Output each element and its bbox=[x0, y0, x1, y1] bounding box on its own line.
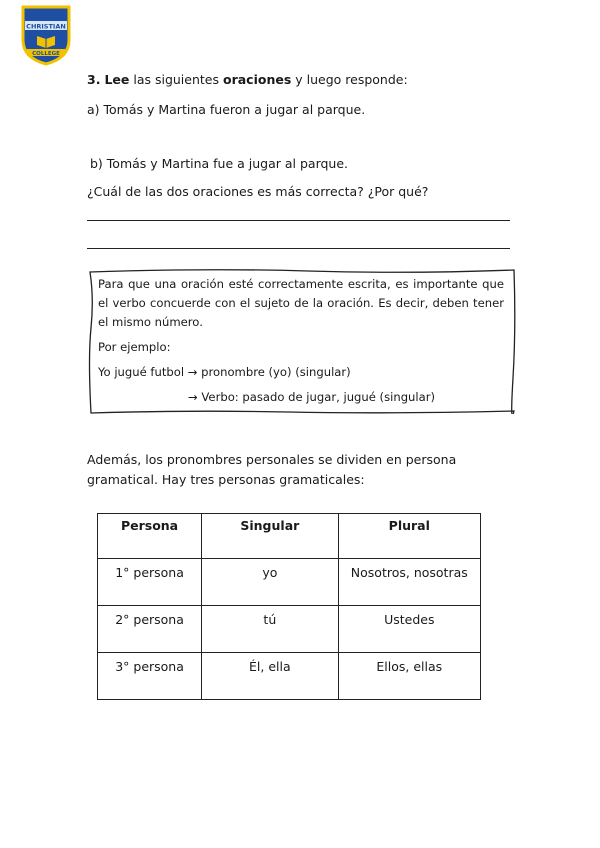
exercise-verb: Lee bbox=[104, 72, 130, 87]
school-logo bbox=[20, 4, 72, 66]
table-cell: Ustedes bbox=[338, 606, 480, 653]
example-label: Por ejemplo: bbox=[98, 340, 171, 354]
question: ¿Cuál de las dos oraciones es más correcta? ¿Por qué? bbox=[87, 184, 429, 199]
table-header-row bbox=[98, 514, 481, 559]
table-row bbox=[98, 653, 481, 700]
table-row bbox=[98, 559, 481, 606]
exercise-number: 3. bbox=[87, 72, 101, 87]
table-row bbox=[98, 606, 481, 653]
table-cell: Nosotros, nosotras bbox=[338, 559, 480, 606]
table-cell: 1° persona bbox=[98, 559, 202, 606]
example-line-2: → Verbo: pasado de jugar, jugué (singular) bbox=[188, 390, 436, 404]
table-cell: Ellos, ellas bbox=[338, 653, 480, 700]
table-cell: tú bbox=[202, 606, 339, 653]
exercise-text-2: y luego responde: bbox=[295, 72, 408, 87]
sentence-a: a) Tomás y Martina fueron a jugar al parque. bbox=[87, 102, 366, 117]
intro-paragraph: Además, los pronombres personales se dividen en persona gramatical. Hay tres personas gramaticales: bbox=[87, 452, 457, 487]
exercise-text-1: las siguientes bbox=[133, 72, 219, 87]
answer-line-1[interactable] bbox=[87, 220, 510, 221]
exercise-bold-word: oraciones bbox=[222, 72, 292, 87]
table-cell: Él, ella bbox=[202, 653, 339, 700]
rule-box bbox=[88, 268, 516, 414]
sentence-b: b) Tomás y Martina fue a jugar al parque. bbox=[90, 156, 349, 171]
example-line: Yo jugué futbol → pronombre (yo) (singular) bbox=[98, 365, 351, 379]
persons-table bbox=[97, 513, 481, 700]
logo-bottom-text: COLLEGE bbox=[32, 51, 60, 57]
answer-line-2[interactable] bbox=[87, 248, 510, 249]
table-cell: 3° persona bbox=[98, 653, 202, 700]
rule-paragraph: Para que una oración esté correctamente escrita, es importante que el verbo concuerde con el sujeto de la oración. Es decir, deben tener el mismo número. bbox=[98, 277, 504, 329]
logo-top-text: CHRISTIAN bbox=[26, 22, 66, 31]
header-singular: Singular bbox=[202, 514, 339, 559]
header-persona: Persona bbox=[98, 514, 202, 559]
table-cell: 2° persona bbox=[98, 606, 202, 653]
header-plural: Plural bbox=[338, 514, 480, 559]
exercise-instruction bbox=[87, 72, 408, 88]
table-cell: yo bbox=[202, 559, 339, 606]
